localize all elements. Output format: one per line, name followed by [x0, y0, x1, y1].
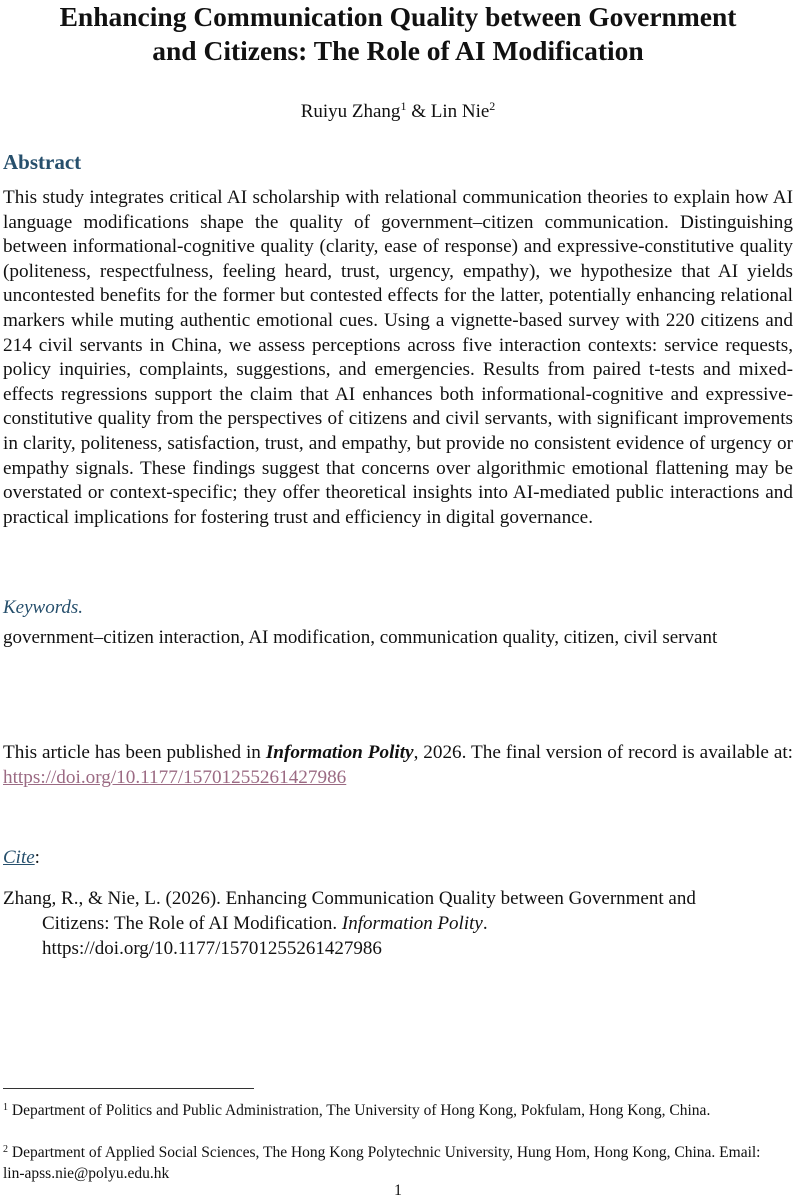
citation-line-2 [3, 911, 793, 936]
citation-journal: Information Polity [341, 913, 483, 934]
paper-title [0, 0, 796, 68]
citation-block [3, 886, 793, 961]
footnote-text: Department of Applied Social Sciences, The Hong Kong Polytechnic University, Hung Hom, Hong Kong, China. Email: lin-apss.nie@polyu.edu.hk [3, 1144, 761, 1182]
cite-label: Cite [3, 847, 35, 868]
keywords-list: government–citizen interaction, AI modification, communication quality, citizen, civil servant [3, 627, 718, 648]
author-affiliation-mark: 1 [400, 99, 407, 113]
author-list [0, 100, 796, 124]
publication-note [3, 740, 793, 790]
author-name: Ruiyu Zhang [300, 101, 401, 122]
publication-note-middle: , 2026. The final version of record is available at: [413, 742, 794, 763]
footnote-mark: 2 [3, 1144, 8, 1155]
footnote-1 [3, 1100, 773, 1121]
doi-link[interactable]: https://doi.org/10.1177/15701255261427986 [3, 767, 347, 788]
footnote-text: Department of Politics and Public Administration, The University of Hong Kong, Pokfulam, Hong Kong, China. [11, 1102, 711, 1119]
author-affiliation-mark: 2 [489, 99, 496, 113]
citation-doi: https://doi.org/10.1177/15701255261427986 [42, 938, 382, 959]
citation-line-1: Zhang, R., & Nie, L. (2026). Enhancing Communication Quality between Government and [3, 888, 696, 909]
page-number: 1 [394, 1182, 402, 1199]
cite-colon: : [34, 847, 40, 868]
author-connector: & [411, 101, 426, 122]
footnote-2 [3, 1142, 773, 1184]
footnote-mark: 1 [3, 1102, 8, 1113]
abstract-heading: Abstract [3, 150, 82, 174]
paper-title-line-1: Enhancing Communication Quality between Government [59, 1, 737, 32]
journal-name: Information Polity [265, 742, 414, 763]
author-name: Lin Nie [430, 101, 490, 122]
footnote-divider [3, 1088, 254, 1089]
cite-heading [3, 847, 40, 869]
citation-title: Citizens: The Role of AI Modification. [42, 913, 338, 934]
paper-title-line-2: and Citizens: The Role of AI Modification [152, 35, 644, 66]
abstract-text: This study integrates critical AI scholarship with relational communication theories to explain how AI language modifications shape the quality of government–citizen communication. Distinguishing between informational-cognitive quality (clarity, ease of response) and expressive-constitutive quality (politeness, respectfulness, feeling heard, trust, urgency, empathy), we hypothesize that AI yields uncontested benefits for the former but contested effects for the latter, potentially enhancing relational markers while muting authentic emotional cues. Using a vignette-based survey with 220 citizens and 214 civil servants in China, we assess perceptions across five interaction contexts: service requests, policy inquiries, complaints, suggestions, and emergencies. Results from paired t-tests and mixed-effects regressions support the claim that AI enhances both informational-cognitive and expressive-constitutive quality from the perspectives of citizens and civil servants, with significant improvements in clarity, politeness, satisfaction, trust, and empathy, but provide no consistent evidence of urgency or empathy signals. These findings suggest that concerns over algorithmic emotional flattening may be overstated or context-specific; they offer theoretical insights into AI-mediated public interactions and practical implications for fostering trust and efficiency in digital governance. [3, 187, 793, 528]
citation-period: . [482, 913, 488, 934]
publication-note-prefix: This article has been published in [3, 742, 261, 763]
keywords-heading: Keywords. [3, 597, 84, 618]
